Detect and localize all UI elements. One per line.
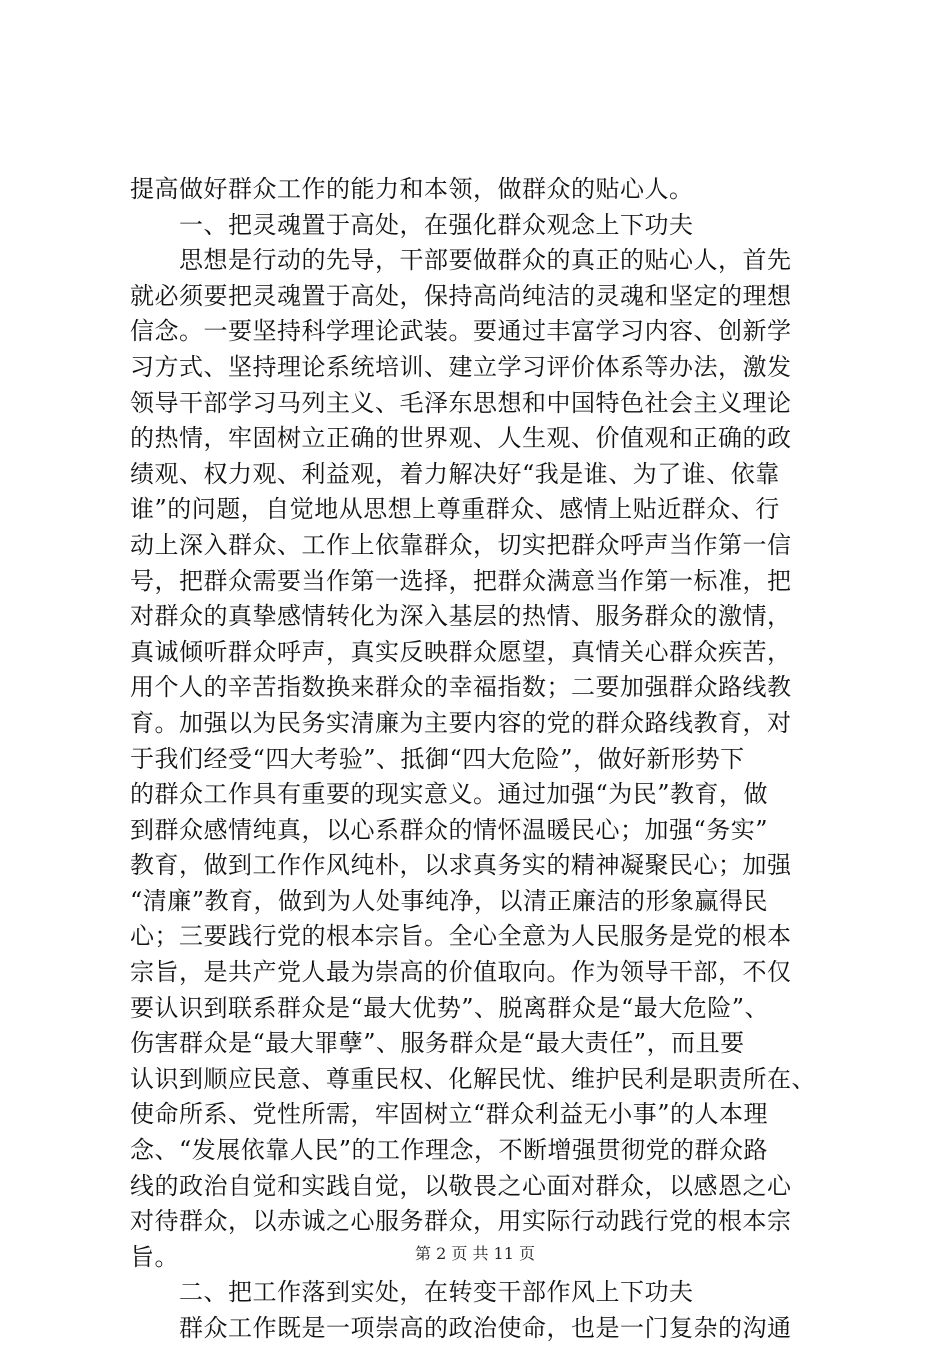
text-line: 一、把灵魂置于高处，在强化群众观念上下功夫: [130, 210, 694, 239]
text-line: 对待群众，以赤诚之心服务群众，用实际行动践行党的根本宗: [130, 1207, 792, 1236]
text-line: 动上深入群众、工作上依靠群众，切实把群众呼声当作第一信: [130, 530, 792, 559]
page-number-footer: 第 2 页 共 11 页: [415, 1244, 535, 1263]
text-line: 信念。一要坚持科学理论武装。要通过丰富学习内容、创新学: [130, 317, 792, 346]
text-line: 于我们经受“四大考验”、抵御“四大危险”，做好新形势下: [130, 744, 745, 773]
text-line: 认识到顺应民意、尊重民权、化解民忧、维护民利是职责所在、: [130, 1064, 816, 1093]
text-line: 要认识到联系群众是“最大优势”、脱离群众是“最大危险”、: [130, 993, 770, 1022]
text-line: 思想是行动的先导，干部要做群众的真正的贴心人，首先: [130, 246, 792, 275]
text-line: 线的政治自觉和实践自觉，以敬畏之心面对群众，以感恩之心: [130, 1171, 792, 1200]
text-line: 旨。: [130, 1242, 179, 1271]
text-line: 真诚倾听群众呼声，真实反映群众愿望，真情关心群众疾苦，: [130, 637, 792, 666]
text-line: 提高做好群众工作的能力和本领，做群众的贴心人。: [130, 175, 694, 203]
text-line: 宗旨，是共产党人最为崇高的价值取向。作为领导干部，不仅: [130, 958, 792, 987]
text-line: 绩观、权力观、利益观，着力解决好“我是谁、为了谁、依靠: [130, 459, 780, 488]
text-line: 教育，做到工作作风纯朴，以求真务实的精神凝聚民心；加强: [130, 851, 792, 880]
text-line: 谁”的问题，自觉地从思想上尊重群众、感情上贴近群众、行: [130, 495, 780, 524]
text-line: 对群众的真挚感情转化为深入基层的热情、服务群众的激情，: [130, 602, 792, 631]
text-line: 到群众感情纯真，以心系群众的情怀温暖民心；加强“务实”: [130, 815, 769, 844]
text-line: 习方式、坚持理论系统培训、建立学习评价体系等办法，激发: [130, 352, 792, 381]
text-line: 心；三要践行党的根本宗旨。全心全意为人民服务是党的根本: [130, 922, 792, 951]
text-line: 用个人的辛苦指数换来群众的幸福指数；二要加强群众路线教: [130, 673, 792, 702]
text-line: 号，把群众需要当作第一选择，把群众满意当作第一标准，把: [130, 566, 792, 595]
text-line: 群众工作既是一项崇高的政治使命，也是一门复杂的沟通: [130, 1314, 792, 1342]
text-line: 就必须要把灵魂置于高处，保持高尚纯洁的灵魂和坚定的理想: [130, 281, 792, 310]
text-line: 二、把工作落到实处，在转变干部作风上下功夫: [130, 1278, 694, 1307]
text-line: 育。加强以为民务实清廉为主要内容的党的群众路线教育，对: [130, 708, 792, 737]
text-line: “清廉”教育，做到为人处事纯净，以清正廉洁的形象赢得民: [130, 886, 769, 915]
text-line: 念、“发展依靠人民”的工作理念，不断增强贯彻党的群众路: [130, 1136, 769, 1165]
text-line: 领导干部学习马列主义、毛泽东思想和中国特色社会主义理论: [130, 388, 792, 417]
text-line: 的群众工作具有重要的现实意义。通过加强“为民”教育，做: [130, 780, 769, 809]
text-line: 伤害群众是“最大罪孽”、服务群众是“最大责任”，而且要: [130, 1029, 745, 1058]
text-line: 的热情，牢固树立正确的世界观、人生观、价值观和正确的政: [130, 424, 792, 453]
text-line: 使命所系、党性所需，牢固树立“群众利益无小事”的人本理: [130, 1100, 769, 1129]
body-text: [130, 172, 830, 1347]
